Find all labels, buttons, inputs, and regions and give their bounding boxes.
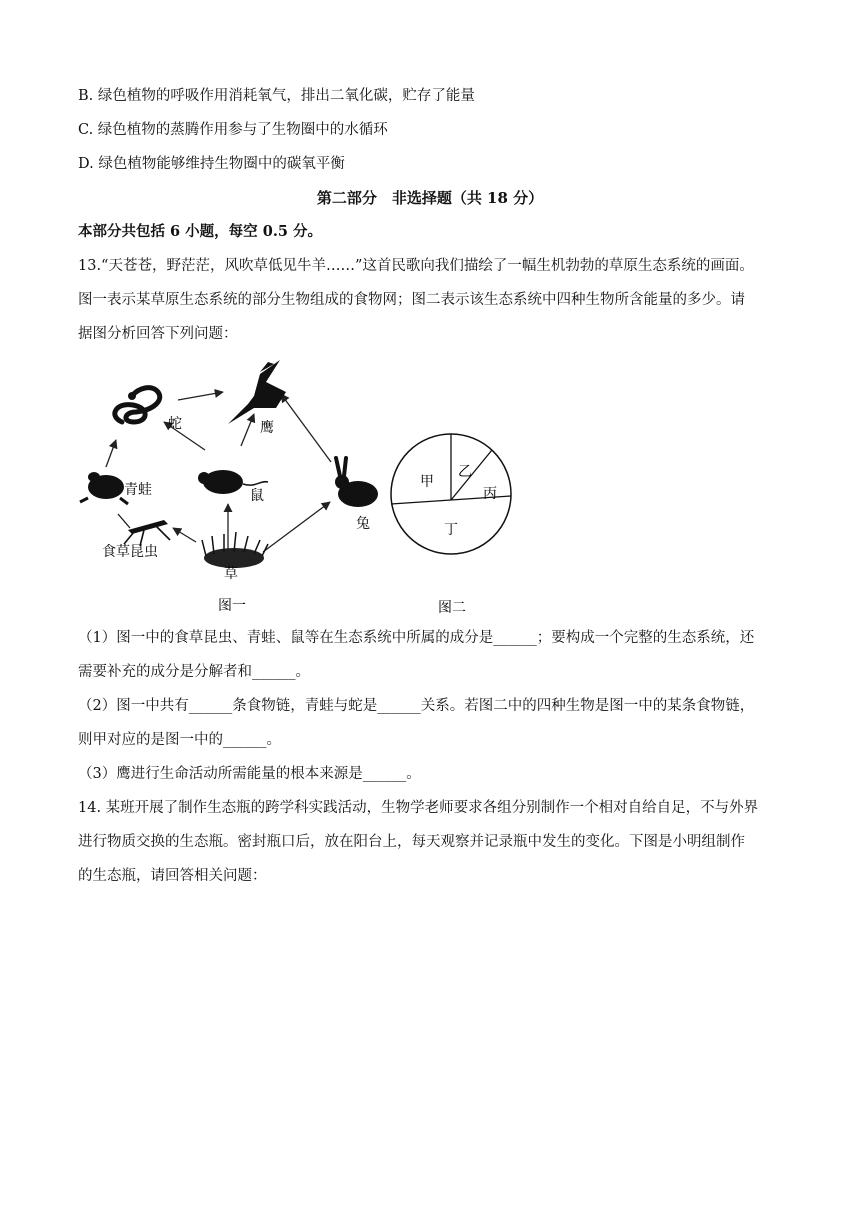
q13-sub1-line-2: 需要补充的成分是分解者和______。	[78, 664, 310, 680]
label-rabbit: 兔	[356, 516, 370, 532]
q14-line-1: 14. 某班开展了制作生态瓶的跨学科实践活动，生物学老师要求各组分别制作一个相对自给自足，不与外界	[78, 800, 759, 816]
option-c: C. 绿色植物的蒸腾作用参与了生物圈中的水循环	[78, 122, 388, 138]
insect-icon	[118, 514, 170, 546]
q13-line-1: 13.“天苍苍，野茫茫，风吹草低见牛羊……”这首民歌向我们描绘了一幅生机勃勃的草原生态系统的画面。	[78, 258, 754, 274]
q13-sub2-line-1: （2）图一中共有______条食物链，青蛙与蛇是______关系。若图二中的四种生物是图一中的某条食物链，	[78, 698, 755, 714]
grass-icon	[202, 532, 268, 568]
q13-sub2-line-2: 则甲对应的是图一中的______。	[78, 732, 281, 748]
figures	[78, 352, 538, 622]
frog-icon	[80, 472, 128, 504]
fig1-caption: 图一	[218, 598, 246, 614]
q14-line-2: 进行物质交换的生态瓶。密封瓶口后，放在阳台上，每天观察并记录瓶中发生的变化。下图是小明组制作	[78, 834, 745, 850]
label-grass: 草	[224, 566, 238, 582]
option-b: B. 绿色植物的呼吸作用消耗氧气，排出二氧化碳，贮存了能量	[78, 88, 475, 104]
section-title: 第二部分 非选择题（共 18 分）	[316, 189, 544, 207]
rabbit-icon	[335, 458, 378, 507]
pie-label-jia: 甲	[420, 474, 434, 490]
label-insect: 食草昆虫	[102, 544, 158, 560]
option-d: D. 绿色植物能够维持生物圈中的碳氧平衡	[78, 156, 345, 172]
q13-sub1-line-1: （1）图一中的食草昆虫、青蛙、鼠等在生态系统中所属的成分是______；要构成一个完整的生态系统，还	[78, 630, 755, 646]
pie-label-yi: 乙	[458, 464, 472, 480]
q13-line-3: 据图分析回答下列问题：	[78, 326, 238, 342]
label-mouse: 鼠	[250, 488, 264, 504]
fig2-caption: 图二	[438, 600, 466, 616]
figure-svg	[78, 352, 538, 622]
pie-label-ding: 丁	[444, 522, 458, 538]
snake-icon	[115, 388, 160, 422]
q13-sub3: （3）鹰进行生命活动所需能量的根本来源是______。	[78, 766, 421, 782]
q13-line-2: 图一表示某草原生态系统的部分生物组成的食物网；图二表示该生态系统中四种生物所含能量的多少。请	[78, 292, 745, 308]
label-frog: 青蛙	[124, 482, 152, 498]
section-note: 本部分共包括 6 小题，每空 0.5 分。	[78, 223, 323, 240]
label-eagle: 鹰	[260, 420, 274, 436]
q14-line-3: 的生态瓶，请回答相关问题：	[78, 868, 267, 884]
eagle-icon	[228, 360, 286, 424]
label-snake: 蛇	[168, 416, 182, 432]
pie-label-bing: 丙	[483, 486, 497, 502]
